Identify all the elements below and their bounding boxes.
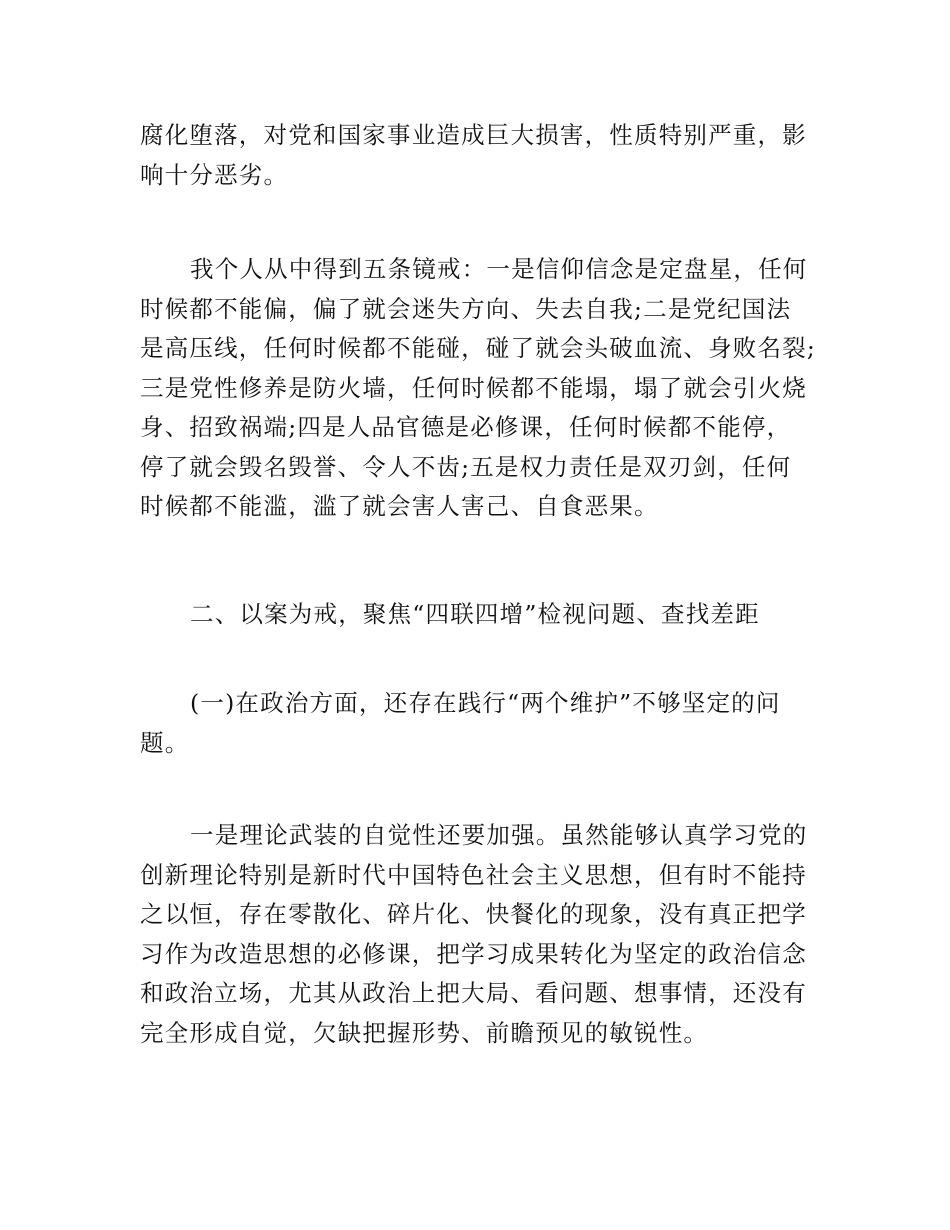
text-line: 和政治立场，尤其从政治上把大局、看问题、想事情，还没有	[140, 979, 807, 1007]
text-line: 腐化堕落，对党和国家事业造成巨大损害，性质特别严重，影	[140, 121, 807, 149]
section-heading-text: 二、以案为戒，聚焦“四联四增”检视问题、查找差距	[190, 600, 760, 628]
text-line: 创新理论特别是新时代中国特色社会主义思想，但有时不能持	[140, 860, 807, 889]
text-line: 响十分恶劣。	[140, 160, 289, 189]
paragraph-corruption-consequences	[140, 116, 820, 195]
text-line: 时候都不能滥，滥了就会害人害己、自食恶果。	[140, 492, 659, 520]
text-line: 身、招致祸端;四是人品官德是必修课，任何时候都不能停，	[140, 413, 792, 441]
text-line: 我个人从中得到五条镜戒：一是信仰信念是定盘星，任何	[190, 255, 808, 283]
text-line: 时候都不能偏，偏了就会迷失方向、失去自我;二是党纪国法	[140, 294, 792, 323]
subsection-heading-political	[140, 684, 820, 763]
text-line: 一是理论武装的自觉性还要加强。虽然能够认真学习党的	[190, 821, 808, 849]
text-line: 题。	[140, 728, 190, 757]
text-line: 三是党性修养是防火墙，任何时候都不能塌，塌了就会引火烧	[140, 373, 807, 402]
section-heading-two	[140, 595, 820, 635]
text-line: 习作为改造思想的必修课，把学习成果转化为坚定的政治信念	[140, 939, 807, 968]
text-line: 是高压线，任何时候都不能碰，碰了就会头破血流、身败名裂;	[140, 334, 817, 362]
paragraph-five-warnings	[140, 250, 820, 527]
text-line: 完全形成自觉，欠缺把握形势、前瞻预见的敏锐性。	[140, 1018, 709, 1047]
paragraph-theory-study	[140, 816, 820, 1053]
text-line: 停了就会毁名毁誉、令人不齿;五是权力责任是双刃剑，任何	[140, 452, 792, 481]
text-line: (一)在政治方面，还存在践行“两个维护”不够坚定的问	[190, 689, 781, 717]
text-line: 之以恒，存在零散化、碎片化、快餐化的现象，没有真正把学	[140, 900, 807, 928]
